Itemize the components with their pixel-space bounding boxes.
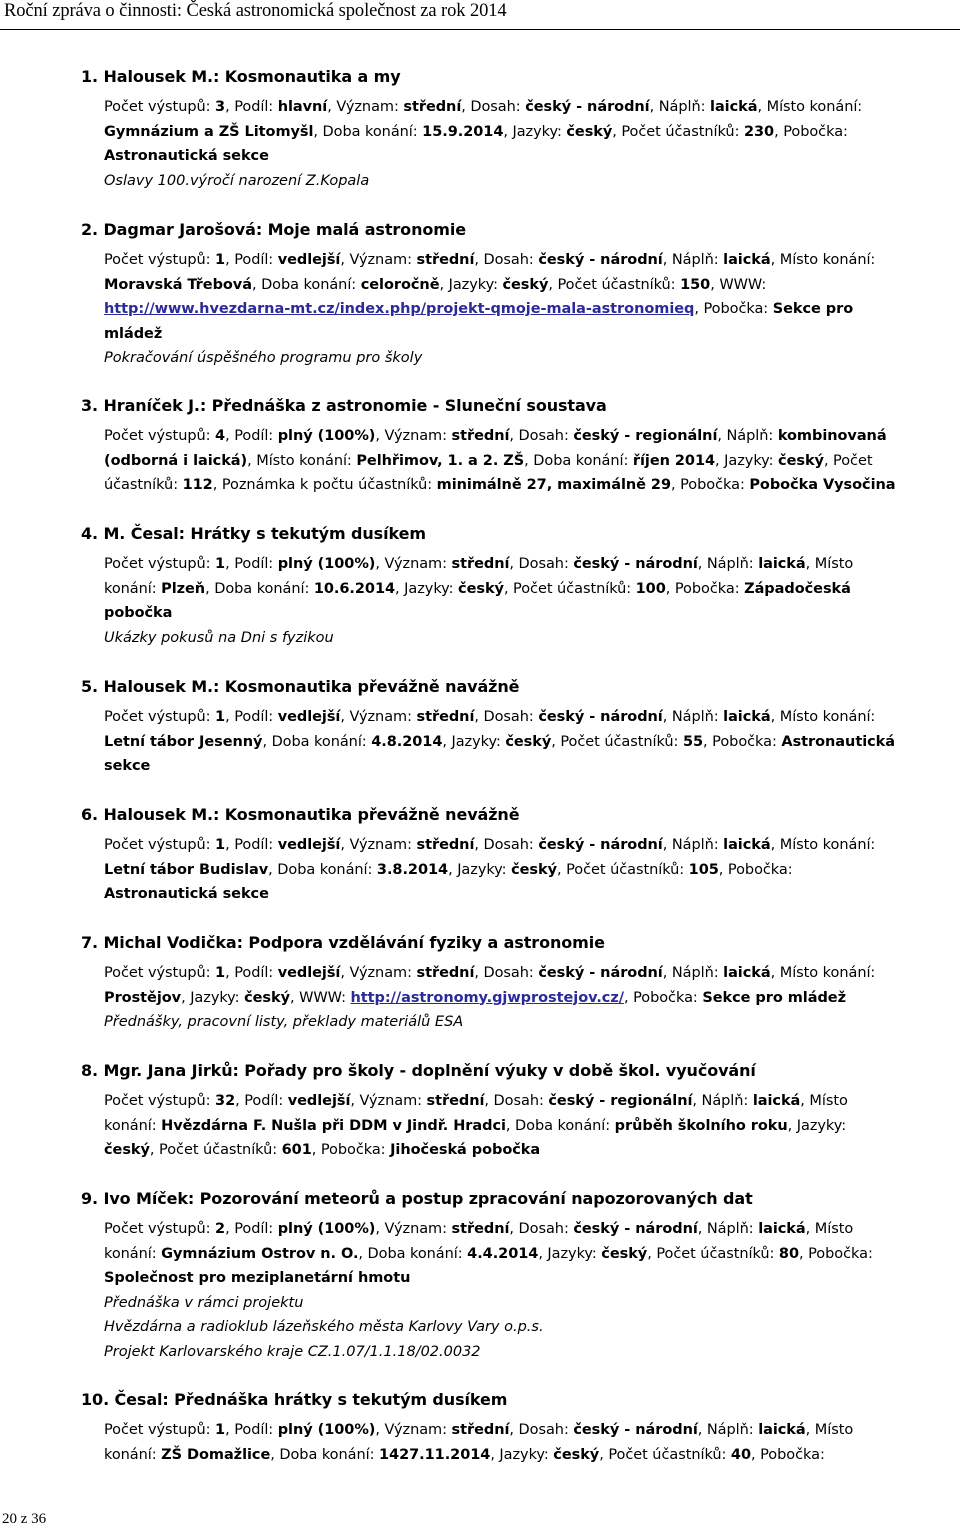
- detail-value: Sekce pro: [772, 301, 854, 317]
- detail-line: [104, 95, 960, 120]
- detail-line: [104, 858, 960, 883]
- detail-value: Jihočeská pobočka: [390, 1142, 541, 1158]
- detail-label: , Význam:: [340, 965, 417, 981]
- activity-title: 3. Hraníček J.: Přednáška z astronomie - Sluneční soustava: [81, 396, 607, 415]
- detail-label: , Místo konání:: [770, 837, 876, 853]
- detail-value: vedlejší: [277, 252, 341, 268]
- detail-value: mládež: [104, 325, 163, 342]
- detail-value: český: [505, 733, 552, 750]
- detail-label: , Dosah:: [484, 1093, 549, 1109]
- activity-details: [104, 424, 960, 498]
- detail-value: 2: [215, 1221, 226, 1237]
- detail-value: český - národní: [538, 965, 663, 981]
- detail-value: 80: [778, 1245, 799, 1262]
- detail-label: , Počet účastníků:: [556, 861, 689, 878]
- detail-value: Moravská Třebová: [104, 276, 252, 293]
- detail-label: , Význam:: [340, 252, 417, 268]
- header-divider: [0, 29, 960, 30]
- detail-label: , Místo: [805, 556, 854, 572]
- detail-label: , Místo konání:: [770, 252, 876, 268]
- detail-value: vedlejší: [277, 837, 341, 853]
- detail-label: , Doba konání:: [358, 1245, 468, 1262]
- detail-value: plný (100%): [277, 428, 376, 444]
- detail-label: , Pobočka:: [671, 477, 750, 493]
- detail-value: český - národní: [538, 837, 663, 853]
- activity-note: Přednášky, pracovní listy, překlady materiálů ESA: [104, 1014, 464, 1030]
- detail-label: , Jazyky:: [503, 123, 567, 140]
- detail-value: 3.8.2014: [376, 861, 449, 878]
- detail-value: český: [104, 1142, 150, 1158]
- detail-label: , Význam:: [375, 428, 452, 444]
- page-number: 20 z 36: [2, 1511, 47, 1527]
- detail-value: Letní tábor Jesenný: [104, 733, 263, 750]
- detail-label: , Význam:: [375, 1221, 452, 1237]
- activity-title: 4. M. Česal: Hrátky s tekutým dusíkem: [81, 524, 426, 543]
- detail-value: Gymnázium Ostrov n. O.: [161, 1245, 359, 1262]
- detail-value: český - národní: [525, 99, 650, 115]
- detail-label: Počet výstupů:: [104, 428, 216, 444]
- detail-line: [104, 705, 960, 730]
- detail-line: [104, 449, 960, 474]
- detail-value: laická: [723, 709, 771, 725]
- detail-label: , Pobočka:: [311, 1142, 391, 1158]
- detail-label: Počet výstupů:: [104, 556, 216, 572]
- detail-value: plný (100%): [277, 1221, 376, 1237]
- detail-value: český - národní: [573, 556, 698, 572]
- activity-details: [104, 961, 960, 1035]
- detail-label: , Podíl:: [225, 965, 278, 981]
- detail-label: , Pobočka:: [751, 1446, 825, 1463]
- detail-value: Sekce pro mládež: [702, 989, 846, 1006]
- detail-line: [104, 144, 960, 169]
- detail-label: , Dosah:: [474, 709, 539, 725]
- detail-line: [104, 1138, 960, 1163]
- detail-label: , Počet účastníků:: [503, 580, 636, 597]
- detail-line: [104, 1443, 960, 1468]
- detail-value: 150: [680, 276, 711, 293]
- detail-value: laická: [723, 252, 771, 268]
- detail-value: Společnost pro meziplanetární hmotu: [104, 1270, 411, 1286]
- detail-value: 32: [215, 1093, 236, 1109]
- detail-label: , Pobočka:: [694, 301, 773, 317]
- detail-label: , Doba konání:: [268, 861, 377, 878]
- detail-line: [104, 248, 960, 273]
- detail-label: , Doba konání:: [251, 276, 361, 293]
- detail-value: pobočka: [104, 605, 173, 621]
- detail-value: střední: [451, 1221, 510, 1237]
- detail-value: 105: [688, 861, 719, 878]
- detail-label: , Náplň:: [662, 965, 724, 981]
- detail-line: [104, 273, 960, 298]
- detail-label: , Jazyky:: [448, 861, 512, 878]
- detail-line: [104, 833, 960, 858]
- detail-value: Letní tábor Budislav: [104, 861, 269, 878]
- detail-label: Počet výstupů:: [104, 709, 216, 725]
- detail-label: , Podíl:: [225, 99, 278, 115]
- detail-value: laická: [710, 99, 758, 115]
- detail-label: , Význam:: [340, 709, 417, 725]
- detail-label: , Doba konání:: [262, 733, 372, 750]
- detail-line: [104, 961, 960, 986]
- detail-label: , Dosah:: [509, 428, 574, 444]
- detail-line: [104, 297, 960, 322]
- detail-label: , Místo konání:: [247, 452, 357, 469]
- detail-value: 1: [215, 556, 226, 572]
- www-link[interactable]: http://www.hvezdarna-mt.cz/index.php/projekt-qmoje-mala-astronomieq: [104, 301, 695, 317]
- activity-note: Pokračování úspěšného programu pro školy: [104, 350, 423, 366]
- detail-label: Počet výstupů:: [104, 1221, 216, 1237]
- detail-value: 100: [635, 580, 666, 597]
- detail-label: , Podíl:: [225, 709, 278, 725]
- detail-value: 4.8.2014: [371, 733, 443, 750]
- detail-value: říjen 2014: [632, 452, 716, 469]
- detail-label: , Počet účastníků:: [647, 1245, 779, 1262]
- detail-label: , Náplň:: [697, 556, 759, 572]
- detail-label: , Podíl:: [225, 837, 278, 853]
- detail-label: , Význam:: [340, 837, 417, 853]
- detail-label: , Počet účastníků:: [149, 1142, 282, 1158]
- activity-details: [104, 95, 960, 193]
- detail-label: , Dosah:: [509, 1221, 574, 1237]
- detail-line: [104, 882, 960, 907]
- detail-line: [104, 1089, 960, 1114]
- detail-value: plný (100%): [277, 556, 376, 572]
- detail-label: , Počet účastníků:: [612, 123, 744, 140]
- detail-label: konání:: [104, 1117, 162, 1134]
- activity-details: [104, 1089, 960, 1163]
- detail-value: 1: [215, 1422, 226, 1438]
- activity-title: 10. Česal: Přednáška hrátky s tekutým dusíkem: [81, 1390, 508, 1409]
- detail-label: , Místo konání:: [770, 965, 876, 981]
- detail-value: český - regionální: [548, 1093, 693, 1109]
- detail-label: , Jazyky:: [395, 580, 459, 597]
- activity-title: 9. Ivo Míček: Pozorování meteorů a postup zpracování napozorovaných dat: [81, 1189, 753, 1208]
- detail-value: kombinovaná: [777, 428, 887, 444]
- detail-value: hlavní: [277, 99, 328, 115]
- detail-value: sekce: [104, 758, 151, 774]
- detail-value: plný (100%): [277, 1422, 376, 1438]
- detail-label: , Jazyky:: [538, 1245, 602, 1262]
- detail-label: , Pobočka:: [623, 989, 703, 1006]
- detail-value: ZŠ Domažlice: [161, 1446, 271, 1463]
- detail-label: účastníků:: [104, 477, 183, 493]
- detail-value: český - národní: [538, 252, 663, 268]
- detail-line: [104, 552, 960, 577]
- detail-label: , Místo: [800, 1093, 848, 1109]
- detail-value: český: [511, 861, 557, 878]
- detail-value: 55: [682, 733, 704, 750]
- detail-label: konání:: [104, 580, 162, 597]
- detail-value: český: [244, 989, 290, 1006]
- detail-value: Astronautická sekce: [104, 148, 269, 164]
- detail-value: český: [553, 1446, 600, 1463]
- activity-details: [104, 705, 960, 779]
- detail-value: střední: [451, 428, 510, 444]
- detail-line: [104, 577, 960, 602]
- detail-label: , Podíl:: [225, 428, 278, 444]
- activity-note: Hvězdárna a radioklub lázeňského města Karlovy Vary o.p.s.: [104, 1319, 544, 1335]
- detail-value: vedlejší: [277, 709, 341, 725]
- detail-label: , Podíl:: [225, 252, 278, 268]
- detail-label: , Dosah:: [474, 252, 539, 268]
- detail-value: český - národní: [573, 1422, 698, 1438]
- detail-value: vedlejší: [287, 1093, 351, 1109]
- detail-label: , Jazyky:: [439, 276, 503, 293]
- detail-label: , Dosah:: [509, 1422, 574, 1438]
- detail-value: Plzeň: [161, 580, 206, 597]
- detail-line: [104, 120, 960, 145]
- detail-label: , Místo konání:: [757, 99, 863, 115]
- detail-line: [104, 424, 960, 449]
- detail-label: , Náplň:: [662, 252, 724, 268]
- detail-value: laická: [723, 837, 771, 853]
- detail-value: 1: [215, 965, 226, 981]
- activity-note: Přednáška v rámci projektu: [104, 1294, 304, 1311]
- detail-value: laická: [758, 1221, 806, 1237]
- detail-line: [104, 1418, 960, 1443]
- detail-label: , Náplň:: [692, 1093, 753, 1109]
- activity-details: [104, 1217, 960, 1364]
- detail-value: český - národní: [538, 709, 663, 725]
- detail-label: , Místo: [805, 1422, 854, 1438]
- detail-value: 4: [215, 428, 226, 444]
- activity-title: 8. Mgr. Jana Jirků: Pořady pro školy - doplnění výuky v době škol. vyučování: [81, 1061, 756, 1080]
- detail-value: střední: [416, 252, 475, 268]
- detail-value: laická: [758, 556, 806, 572]
- detail-value: 10.6.2014: [313, 580, 396, 597]
- detail-value: 15.9.2014: [422, 123, 504, 140]
- detail-label: , Podíl:: [225, 1221, 278, 1237]
- detail-label: , Podíl:: [235, 1093, 288, 1109]
- detail-label: , Pobočka:: [774, 123, 848, 140]
- detail-value: průběh školního roku: [614, 1117, 788, 1134]
- detail-label: , Náplň:: [662, 709, 724, 725]
- detail-value: český: [778, 452, 824, 469]
- detail-label: , Náplň:: [717, 428, 778, 444]
- detail-value: 1: [215, 837, 226, 853]
- detail-label: Počet výstupů:: [104, 965, 216, 981]
- detail-label: Počet výstupů:: [104, 1422, 216, 1438]
- detail-label: , Poznámka k počtu účastníků:: [212, 477, 437, 493]
- detail-label: , Dosah:: [474, 965, 539, 981]
- detail-line: [104, 986, 960, 1011]
- detail-value: Prostějov: [104, 989, 182, 1006]
- detail-value: Gymnázium a ZŠ Litomyšl: [104, 123, 314, 140]
- detail-label: , Dosah:: [461, 99, 526, 115]
- detail-line: [104, 1217, 960, 1242]
- page-header: Roční zpráva o činnosti: Česká astronomická společnost za rok 2014: [4, 1, 507, 21]
- detail-label: , Doba konání:: [205, 580, 314, 597]
- detail-value: laická: [723, 965, 771, 981]
- activity-title: 1. Halousek M.: Kosmonautika a my: [81, 67, 401, 86]
- detail-value: střední: [416, 837, 475, 853]
- detail-label: , Počet účastníků:: [599, 1446, 731, 1463]
- detail-value: Pelhřimov, 1. a 2. ZŠ: [356, 452, 525, 469]
- detail-label: , Podíl:: [225, 556, 278, 572]
- detail-value: český: [566, 123, 613, 140]
- detail-label: , Doba konání:: [524, 452, 633, 469]
- detail-label: , Doba konání:: [505, 1117, 615, 1134]
- detail-value: 1: [215, 709, 226, 725]
- activity-note: Projekt Karlovarského kraje CZ.1.07/1.1.18/02.0032: [104, 1343, 481, 1360]
- detail-label: konání:: [104, 1245, 162, 1262]
- activity-details: [104, 1418, 960, 1467]
- detail-value: celoročně: [360, 276, 440, 293]
- detail-line: [104, 601, 960, 626]
- detail-label: , WWW:: [710, 276, 767, 293]
- detail-line: [104, 1266, 960, 1291]
- detail-label: , Doba konání:: [270, 1446, 379, 1463]
- detail-label: Počet výstupů:: [104, 837, 216, 853]
- detail-value: český: [502, 276, 549, 293]
- detail-label: , Místo: [805, 1221, 854, 1237]
- www-link[interactable]: http://astronomy.gjwprostejov.cz/: [350, 989, 624, 1006]
- detail-label: , Podíl:: [225, 1422, 278, 1438]
- detail-label: , Význam:: [375, 1422, 452, 1438]
- detail-line: [104, 730, 960, 755]
- detail-line: [104, 322, 960, 347]
- detail-line: [104, 1242, 960, 1267]
- detail-value: český: [458, 580, 504, 597]
- detail-line: [104, 754, 960, 779]
- detail-label: , Pobočka:: [703, 733, 782, 750]
- detail-label: , Místo konání:: [770, 709, 876, 725]
- detail-value: 3: [215, 99, 226, 115]
- detail-label: , Pobočka:: [718, 861, 793, 878]
- detail-label: , Jazyky:: [442, 733, 506, 750]
- detail-label: Počet výstupů:: [104, 252, 216, 268]
- detail-label: , Význam:: [350, 1093, 427, 1109]
- detail-value: 230: [743, 123, 775, 140]
- detail-value: minimálně 27, maximálně 29: [436, 477, 672, 493]
- detail-value: český - národní: [573, 1221, 698, 1237]
- detail-label: , Náplň:: [697, 1422, 759, 1438]
- detail-value: 40: [730, 1446, 751, 1463]
- detail-label: , Jazyky:: [490, 1446, 554, 1463]
- detail-value: Pobočka Vysočina: [749, 477, 896, 493]
- detail-value: laická: [758, 1422, 806, 1438]
- activity-note: Ukázky pokusů na Dni s fyzikou: [104, 629, 334, 646]
- activity-details: [104, 833, 960, 907]
- detail-value: střední: [416, 965, 475, 981]
- activity-title: 6. Halousek M.: Kosmonautika převážně nevážně: [81, 805, 520, 824]
- detail-label: , Pobočka:: [665, 580, 745, 597]
- detail-value: Západočeská: [744, 580, 851, 597]
- detail-value: střední: [426, 1093, 485, 1109]
- detail-label: , Jazyky:: [181, 989, 245, 1006]
- detail-label: , Doba konání:: [313, 123, 423, 140]
- detail-value: střední: [451, 1422, 510, 1438]
- detail-value: český: [601, 1245, 648, 1262]
- detail-value: český - regionální: [573, 428, 718, 444]
- detail-line: [104, 1114, 960, 1139]
- detail-value: Astronautická sekce: [104, 886, 269, 902]
- detail-label: , Počet účastníků:: [548, 276, 681, 293]
- detail-label: , Náplň:: [662, 837, 724, 853]
- activity-title: 7. Michal Vodička: Podpora vzdělávání fyziky a astronomie: [81, 933, 605, 952]
- detail-value: 1427.11.2014: [379, 1446, 491, 1463]
- detail-value: střední: [416, 709, 475, 725]
- detail-value: Hvězdárna F. Nušla při DDM v Jindř. Hradci: [161, 1117, 506, 1134]
- detail-value: střední: [451, 556, 510, 572]
- detail-value: vedlejší: [277, 965, 341, 981]
- detail-value: 601: [281, 1142, 312, 1158]
- activity-title: 5. Halousek M.: Kosmonautika převážně navážně: [81, 677, 520, 696]
- detail-label: , Pobočka:: [799, 1245, 873, 1262]
- detail-value: Astronautická: [781, 733, 895, 750]
- activity-details: [104, 248, 960, 371]
- detail-value: 1: [215, 252, 226, 268]
- detail-label: konání:: [104, 1446, 162, 1463]
- detail-label: Počet výstupů:: [104, 1093, 216, 1109]
- detail-value: laická: [752, 1093, 801, 1109]
- detail-label: , WWW:: [289, 989, 351, 1006]
- detail-label: , Dosah:: [474, 837, 539, 853]
- activity-details: [104, 552, 960, 650]
- detail-label: , Náplň:: [697, 1221, 759, 1237]
- detail-label: , Počet: [823, 452, 873, 469]
- activity-note: Oslavy 100.výročí narození Z.Kopala: [104, 172, 370, 189]
- detail-label: , Jazyky:: [787, 1117, 847, 1134]
- detail-value: střední: [403, 99, 462, 115]
- detail-label: , Jazyky:: [715, 452, 779, 469]
- activity-title: 2. Dagmar Jarošová: Moje malá astronomie: [81, 220, 466, 239]
- detail-label: Počet výstupů:: [104, 99, 216, 115]
- detail-label: , Význam:: [375, 556, 452, 572]
- detail-value: 4.4.2014: [467, 1245, 539, 1262]
- detail-label: , Počet účastníků:: [551, 733, 683, 750]
- detail-value: (odborná i laická): [104, 452, 248, 469]
- detail-value: 112: [182, 477, 213, 493]
- detail-line: [104, 473, 960, 498]
- detail-label: , Náplň:: [649, 99, 711, 115]
- detail-label: , Dosah:: [509, 556, 574, 572]
- detail-label: , Význam:: [327, 99, 404, 115]
